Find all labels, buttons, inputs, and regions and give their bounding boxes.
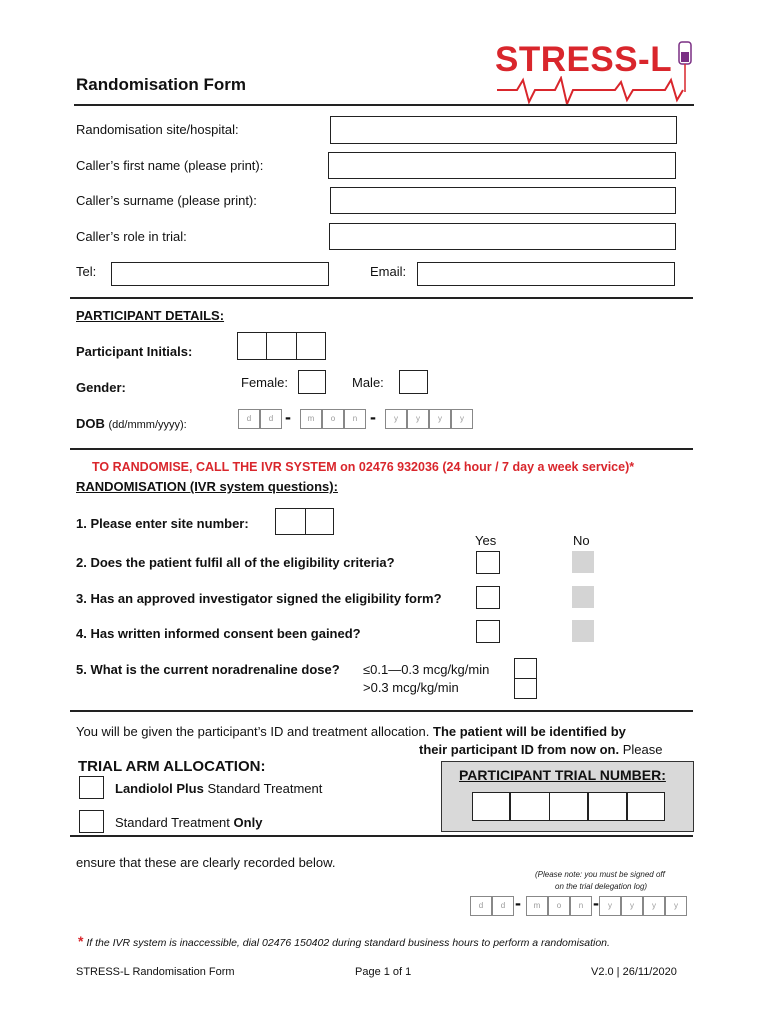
footer-center: Page 1 of 1 [355,966,412,978]
arm-landiolol-rest: Standard Treatment [207,781,323,796]
arm-standard-checkbox[interactable] [79,810,104,833]
allocation-intro-end: ensure that these are clearly recorded below. [76,855,336,870]
footnote-text: If the IVR system is inaccessible, dial 02476 150402 during standard business hours to perform a randomisation. [86,937,610,949]
signoff-month-2[interactable]: o [548,896,570,916]
question-4: 4. Has written informed consent been gained? [76,626,361,641]
role-label: Caller’s role in trial: [76,229,187,244]
question-1: 1. Please enter site number: [76,516,249,531]
q3-yes-checkbox[interactable] [476,586,500,609]
trial-number-box-3[interactable] [549,792,588,821]
tel-field[interactable] [111,262,329,286]
dose-option-1: ≤0.1—0.3 mcg/kg/min [363,662,490,677]
email-label: Email: [370,264,407,279]
male-label: Male: [352,375,384,390]
initials-label: Participant Initials: [76,344,193,359]
email-field[interactable] [417,262,675,286]
arm-landiolol-bold: Landiolol Plus [115,781,204,796]
dob-separator-1: - [285,407,291,427]
trial-number-heading: PARTICIPANT TRIAL NUMBER: [459,767,666,783]
arm-standard-plain: Standard Treatment [115,815,230,830]
dob-label-text: DOB [76,416,105,431]
signoff-year-4[interactable]: y [665,896,687,916]
signoff-date [470,893,690,918]
allocation-intro-plain: You will be given the participant’s ID and treatment allocation. [76,724,430,739]
dob-month-1[interactable]: m [300,409,322,429]
initials-box-1[interactable] [237,332,267,360]
trial-number-box-2[interactable] [510,792,550,821]
q2-no-checkbox [572,551,594,573]
signoff-note-2: on the trial delegation log) [555,882,648,891]
allocation-divider [70,835,693,837]
signoff-year-3[interactable]: y [643,896,665,916]
footer-left: STRESS-L Randomisation Form [76,966,235,978]
question-3: 3. Has an approved investigator signed the eligibility form? [76,591,442,606]
tel-label: Tel: [76,264,97,279]
female-checkbox[interactable] [298,370,326,394]
q2-yes-checkbox[interactable] [476,551,500,574]
signoff-note-1: (Please note: you must be signed off [535,870,665,879]
male-checkbox[interactable] [399,370,428,394]
signoff-year-1[interactable]: y [599,896,621,916]
q4-yes-checkbox[interactable] [476,620,500,643]
initials-box-3[interactable] [296,332,326,360]
logo [495,38,700,104]
site-number-box-2[interactable] [305,508,334,535]
dob-year-3[interactable]: y [429,409,451,429]
dob-month-3[interactable]: n [344,409,366,429]
participant-divider [70,448,693,450]
signoff-month-3[interactable]: n [570,896,592,916]
allocation-intro-bold: The patient will be identified by [433,724,626,739]
allocation-intro [76,724,681,739]
footnote [78,933,610,949]
questions-divider [70,710,693,712]
surname-label: Caller’s surname (please print): [76,193,257,208]
title-divider [74,104,694,106]
signoff-day-1[interactable]: d [470,896,492,916]
surname-field[interactable] [330,187,676,214]
dose-option-2: >0.3 mcg/kg/min [363,680,459,695]
signoff-year-2[interactable]: y [621,896,643,916]
yes-header: Yes [475,533,497,548]
gender-label: Gender: [76,380,126,395]
iv-bag-icon [675,38,695,94]
trial-number-box-1[interactable] [472,792,510,821]
participant-heading: PARTICIPANT DETAILS: [76,308,225,323]
arm-landiolol-checkbox[interactable] [79,776,104,799]
footer-right: V2.0 | 26/11/2020 [591,966,677,978]
dob-label [76,416,187,431]
role-field[interactable] [329,223,676,250]
allocation-intro-line2 [419,742,662,757]
question-2: 2. Does the patient fulfil all of the eligibility criteria? [76,555,395,570]
dob-day-1[interactable]: d [238,409,260,429]
first-name-field[interactable] [328,152,676,179]
dose-option-2-checkbox[interactable] [514,678,537,699]
allocation-intro-bold2: their participant ID from now on. [419,742,620,757]
trial-arm-heading: TRIAL ARM ALLOCATION: [78,758,266,775]
dob-day-2[interactable]: d [260,409,282,429]
trial-number-panel [441,761,694,832]
dob-year-4[interactable]: y [451,409,473,429]
questions-heading: RANDOMISATION (IVR system questions): [76,479,338,494]
footnote-star: * [78,933,84,949]
q4-no-checkbox [572,620,594,642]
arm-standard-label [115,815,262,830]
randomise-notice: TO RANDOMISE, CALL THE IVR SYSTEM on 02476 932036 (24 hour / 7 day a week service)* [92,460,635,474]
page-title: Randomisation Form [76,75,247,94]
heartbeat-line-icon [495,76,695,106]
signoff-day-2[interactable]: d [492,896,514,916]
dob-month-2[interactable]: o [322,409,344,429]
allocation-intro-please: Please [622,742,663,757]
first-name-label: Caller’s first name (please print): [76,158,264,173]
signoff-separator-1: - [515,893,521,913]
no-header: No [573,533,590,548]
dob-date [238,409,483,431]
dob-format: (dd/mmm/yyyy): [108,419,187,431]
dob-year-1[interactable]: y [385,409,407,429]
dob-separator-2: - [370,407,376,427]
q3-no-checkbox [572,586,594,608]
female-label: Female: [241,375,288,390]
question-5: 5. What is the current noradrenaline dose? [76,662,340,677]
dob-year-2[interactable]: y [407,409,429,429]
initials-box-2[interactable] [266,332,297,360]
site-number-box-1[interactable] [275,508,306,535]
site-field[interactable] [330,116,677,144]
trial-number-box-4[interactable] [588,792,627,821]
trial-number-box-5[interactable] [627,792,665,821]
signoff-separator-2: - [593,893,599,913]
logo-text: STRESS-L [495,40,673,79]
signoff-month-1[interactable]: m [526,896,548,916]
site-label: Randomisation site/hospital: [76,122,239,137]
arm-standard-bold: Only [233,815,263,830]
dose-option-1-checkbox[interactable] [514,658,537,679]
caller-divider [70,297,693,299]
arm-landiolol-label [115,781,322,796]
